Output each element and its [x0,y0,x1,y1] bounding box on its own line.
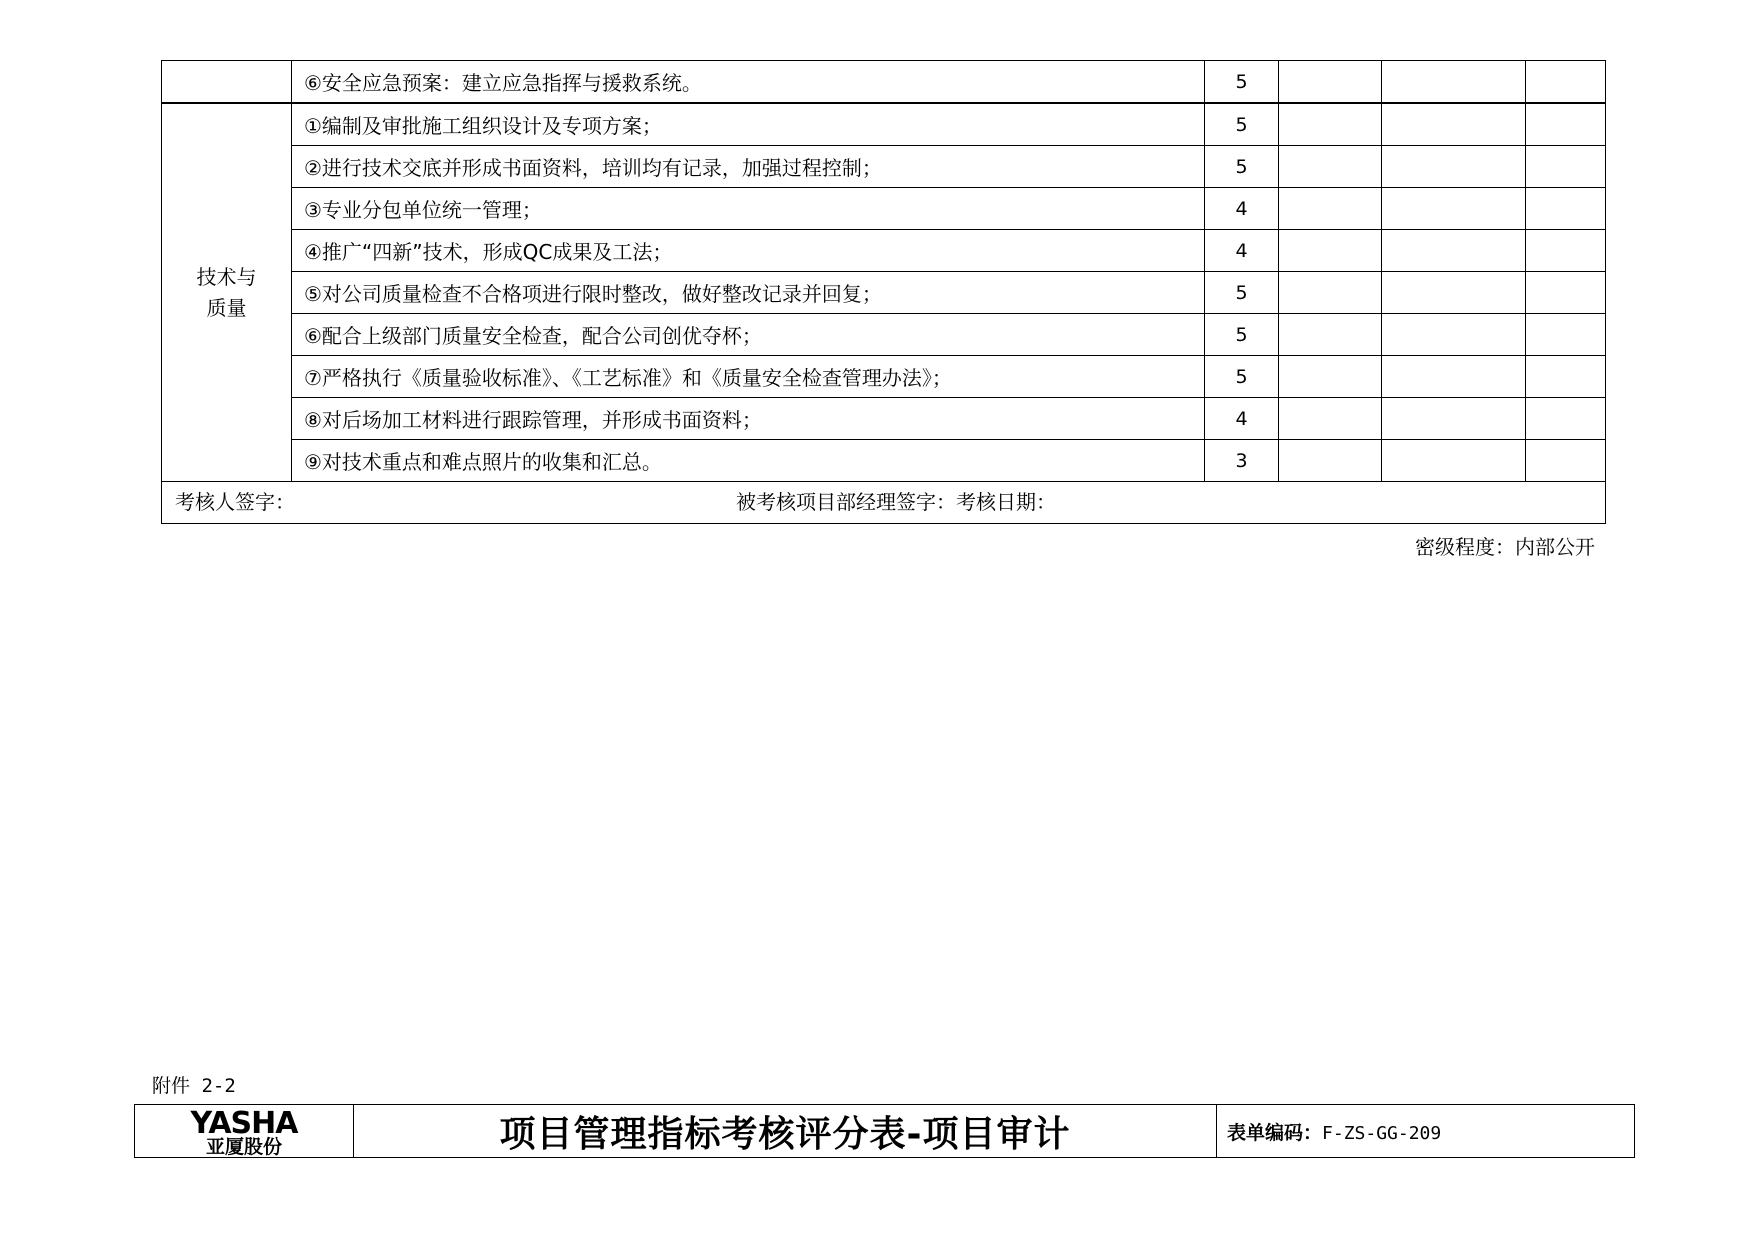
table-row [162,61,1606,104]
table-row [162,314,1606,356]
manager-signature-date-label: 被考核项目部经理签字：考核日期： [736,490,1056,514]
blank-cell[interactable] [1382,398,1526,440]
blank-cell[interactable] [1382,61,1526,104]
blank-cell[interactable] [1279,146,1382,188]
category-label-line2: 质量 [206,295,247,320]
category-label-line1: 技术与 [196,264,257,289]
table-row [162,188,1606,230]
standard-score: 3 [1205,440,1279,482]
item-text: ③专业分包单位统一管理； [292,188,1205,230]
blank-cell[interactable] [1382,356,1526,398]
standard-score: 5 [1205,356,1279,398]
assessor-signature-label: 考核人签字： [175,490,295,514]
category-cell-empty [162,61,292,104]
blank-cell[interactable] [1279,314,1382,356]
standard-score: 5 [1205,314,1279,356]
blank-cell[interactable] [1382,272,1526,314]
blank-cell[interactable] [1382,440,1526,482]
category-tech-quality [162,103,292,482]
item-text: ⑨对技术重点和难点照片的收集和汇总。 [292,440,1205,482]
blank-cell[interactable] [1382,314,1526,356]
blank-cell[interactable] [1279,272,1382,314]
blank-cell[interactable] [1526,146,1606,188]
blank-cell[interactable] [1526,398,1606,440]
table-row [162,272,1606,314]
table-row [162,440,1606,482]
blank-cell[interactable] [1279,103,1382,146]
blank-cell[interactable] [1526,356,1606,398]
standard-score: 5 [1205,146,1279,188]
logo-text-en: YASHA [190,1106,298,1141]
blank-cell[interactable] [1526,103,1606,146]
item-text: ⑥安全应急预案：建立应急指挥与援救系统。 [292,61,1205,104]
blank-cell[interactable] [1526,230,1606,272]
blank-cell[interactable] [1526,440,1606,482]
standard-score: 5 [1205,61,1279,104]
blank-cell[interactable] [1279,188,1382,230]
form-code [1217,1105,1635,1158]
logo-text-cn: 亚厦股份 [205,1136,282,1158]
attachment-label: 附件 2-2 [152,1075,236,1097]
table-row [162,103,1606,146]
assessment-table [161,60,1606,524]
standard-score: 4 [1205,398,1279,440]
standard-score: 4 [1205,188,1279,230]
company-logo [135,1105,354,1158]
form-code-label: 表单编码： [1227,1121,1323,1144]
standard-score: 5 [1205,103,1279,146]
item-text: ①编制及审批施工组织设计及专项方案； [292,103,1205,146]
form-code-value: F-ZS-GG-209 [1322,1122,1442,1144]
form-header-row [135,1105,1635,1158]
blank-cell[interactable] [1279,398,1382,440]
signature-row [162,482,1606,524]
standard-score: 4 [1205,230,1279,272]
form-header-table [134,1104,1635,1158]
table-row [162,146,1606,188]
signature-cell[interactable] [162,482,1606,524]
blank-cell[interactable] [1526,314,1606,356]
blank-cell[interactable] [1382,146,1526,188]
table-row [162,356,1606,398]
table-row [162,230,1606,272]
item-text: ⑧对后场加工材料进行跟踪管理，并形成书面资料； [292,398,1205,440]
blank-cell[interactable] [1526,188,1606,230]
item-text: ④推广“四新”技术，形成QC成果及工法； [292,230,1205,272]
form-title: 项目管理指标考核评分表-项目审计 [354,1105,1217,1158]
blank-cell[interactable] [1526,61,1606,104]
blank-cell[interactable] [1279,61,1382,104]
item-text: ⑤对公司质量检查不合格项进行限时整改，做好整改记录并回复； [292,272,1205,314]
blank-cell[interactable] [1526,272,1606,314]
item-text: ⑦严格执行《质量验收标准》、《工艺标准》和《质量安全检查管理办法》； [292,356,1205,398]
blank-cell[interactable] [1279,440,1382,482]
item-text: ⑥配合上级部门质量安全检查，配合公司创优夺杯； [292,314,1205,356]
secrecy-level: 密级程度：内部公开 [1415,535,1595,559]
blank-cell[interactable] [1279,230,1382,272]
item-text: ②进行技术交底并形成书面资料，培训均有记录，加强过程控制； [292,146,1205,188]
blank-cell[interactable] [1382,188,1526,230]
blank-cell[interactable] [1382,230,1526,272]
standard-score: 5 [1205,272,1279,314]
blank-cell[interactable] [1279,356,1382,398]
blank-cell[interactable] [1382,103,1526,146]
table-row [162,398,1606,440]
